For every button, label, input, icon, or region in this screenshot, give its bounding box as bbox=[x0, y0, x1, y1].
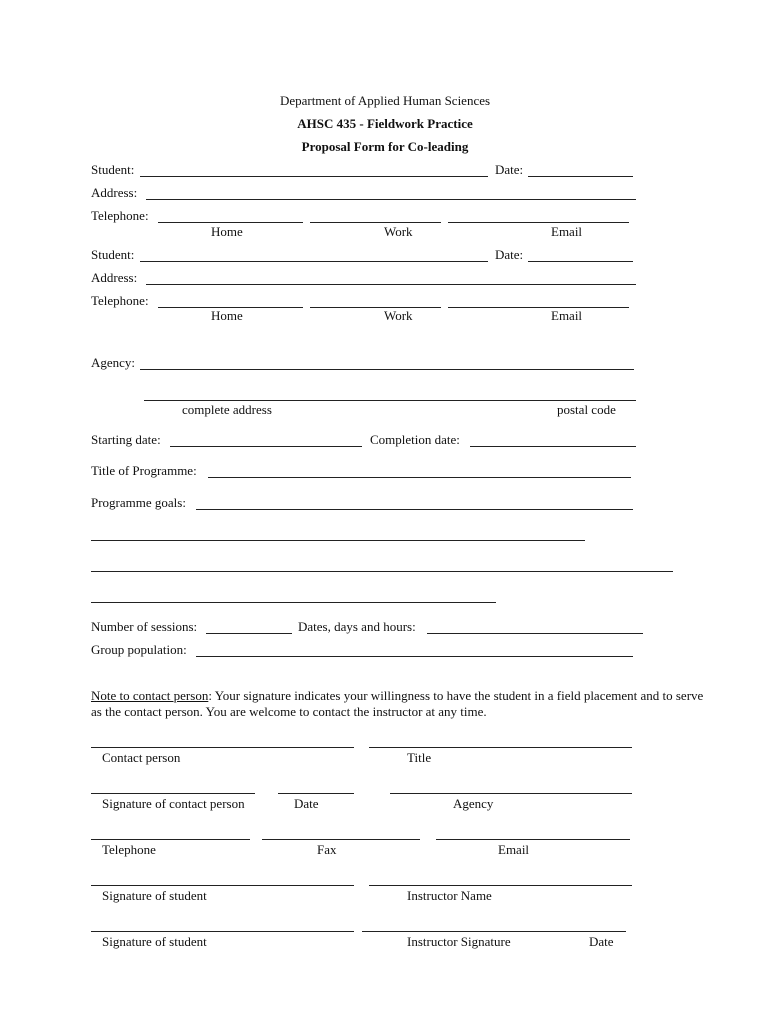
completion-date-field[interactable] bbox=[470, 446, 636, 447]
student-2-email-field[interactable] bbox=[448, 307, 629, 308]
instructor-signature-caption: Instructor Signature bbox=[407, 934, 511, 949]
agency-address-field[interactable] bbox=[144, 400, 636, 401]
student-1-field[interactable] bbox=[140, 176, 488, 177]
student-1-date-label: Date: bbox=[495, 162, 524, 177]
instructor-signature-field[interactable] bbox=[362, 931, 626, 932]
instructor-name-field[interactable] bbox=[369, 885, 632, 886]
number-of-sessions-label: Number of sessions: bbox=[91, 619, 198, 634]
contact-signature-caption: Signature of contact person bbox=[102, 796, 245, 811]
student-signature-field-2[interactable] bbox=[91, 931, 354, 932]
note-heading: Note to contact person bbox=[91, 688, 209, 703]
student-1-email-field[interactable] bbox=[448, 222, 629, 223]
postal-code-caption: postal code bbox=[557, 402, 616, 417]
course-title: AHSC 435 - Fieldwork Practice bbox=[297, 116, 473, 131]
dates-days-hours-field[interactable] bbox=[427, 633, 643, 634]
contact-fax-caption: Fax bbox=[317, 842, 337, 857]
student-2-field[interactable] bbox=[140, 261, 488, 262]
contact-person-caption: Contact person bbox=[102, 750, 181, 765]
student-1-work-caption: Work bbox=[384, 224, 413, 239]
student-2-email-caption: Email bbox=[551, 308, 583, 323]
starting-date-field[interactable] bbox=[170, 446, 362, 447]
programme-goals-label: Programme goals: bbox=[91, 495, 186, 510]
form-title: Proposal Form for Co-leading bbox=[301, 139, 469, 154]
contact-fax-field[interactable] bbox=[262, 839, 420, 840]
student-2-work-caption: Work bbox=[384, 308, 413, 323]
student-2-date-field[interactable] bbox=[528, 261, 633, 262]
instructor-date-caption: Date bbox=[589, 934, 614, 949]
student-2-label: Student: bbox=[91, 247, 135, 262]
completion-date-label: Completion date: bbox=[370, 432, 460, 447]
student-2-date-label: Date: bbox=[495, 247, 524, 262]
student-1-address-field[interactable] bbox=[146, 199, 636, 200]
agency-label: Agency: bbox=[91, 355, 136, 370]
contact-title-field[interactable] bbox=[369, 747, 632, 748]
contact-signature-field[interactable] bbox=[91, 793, 255, 794]
contact-person-note bbox=[91, 688, 706, 720]
programme-title-label: Title of Programme: bbox=[91, 463, 197, 478]
student-2-work-phone-field[interactable] bbox=[310, 307, 441, 308]
contact-date-field[interactable] bbox=[278, 793, 354, 794]
contact-agency-caption: Agency bbox=[453, 796, 494, 811]
contact-email-field[interactable] bbox=[436, 839, 630, 840]
student-signature-field-1[interactable] bbox=[91, 885, 354, 886]
note-body: : Your signature indicates your willingness to have the student in a field placement and to serve as the contact person. You are welcome to contact the instructor at any time. bbox=[91, 688, 704, 719]
student-signature-caption-1: Signature of student bbox=[102, 888, 207, 903]
student-2-address-field[interactable] bbox=[146, 284, 636, 285]
instructor-name-caption: Instructor Name bbox=[407, 888, 492, 903]
department-name: Department of Applied Human Sciences bbox=[279, 93, 491, 108]
student-2-home-caption: Home bbox=[211, 308, 243, 323]
starting-date-label: Starting date: bbox=[91, 432, 161, 447]
programme-goals-field[interactable] bbox=[196, 509, 633, 510]
student-1-work-phone-field[interactable] bbox=[310, 222, 441, 223]
dates-days-hours-label: Dates, days and hours: bbox=[298, 619, 416, 634]
student-2-address-label: Address: bbox=[91, 270, 138, 285]
student-signature-caption-2: Signature of student bbox=[102, 934, 207, 949]
student-2-telephone-label: Telephone: bbox=[91, 293, 149, 308]
contact-telephone-caption: Telephone bbox=[102, 842, 156, 857]
programme-goals-line-4[interactable] bbox=[91, 602, 496, 603]
contact-person-field[interactable] bbox=[91, 747, 354, 748]
contact-telephone-field[interactable] bbox=[91, 839, 250, 840]
agency-field[interactable] bbox=[140, 369, 634, 370]
student-1-address-label: Address: bbox=[91, 185, 138, 200]
number-of-sessions-field[interactable] bbox=[206, 633, 292, 634]
complete-address-caption: complete address bbox=[182, 402, 272, 417]
group-population-field[interactable] bbox=[196, 656, 633, 657]
programme-goals-line-3[interactable] bbox=[91, 571, 673, 572]
student-1-home-phone-field[interactable] bbox=[158, 222, 303, 223]
student-1-home-caption: Home bbox=[211, 224, 243, 239]
group-population-label: Group population: bbox=[91, 642, 187, 657]
student-1-date-field[interactable] bbox=[528, 176, 633, 177]
title-caption: Title bbox=[407, 750, 432, 765]
contact-agency-field[interactable] bbox=[390, 793, 632, 794]
student-1-label: Student: bbox=[91, 162, 135, 177]
programme-goals-line-2[interactable] bbox=[91, 540, 585, 541]
contact-date-caption: Date bbox=[294, 796, 319, 811]
student-1-email-caption: Email bbox=[551, 224, 583, 239]
contact-email-caption: Email bbox=[498, 842, 530, 857]
student-1-telephone-label: Telephone: bbox=[91, 208, 149, 223]
programme-title-field[interactable] bbox=[208, 477, 631, 478]
